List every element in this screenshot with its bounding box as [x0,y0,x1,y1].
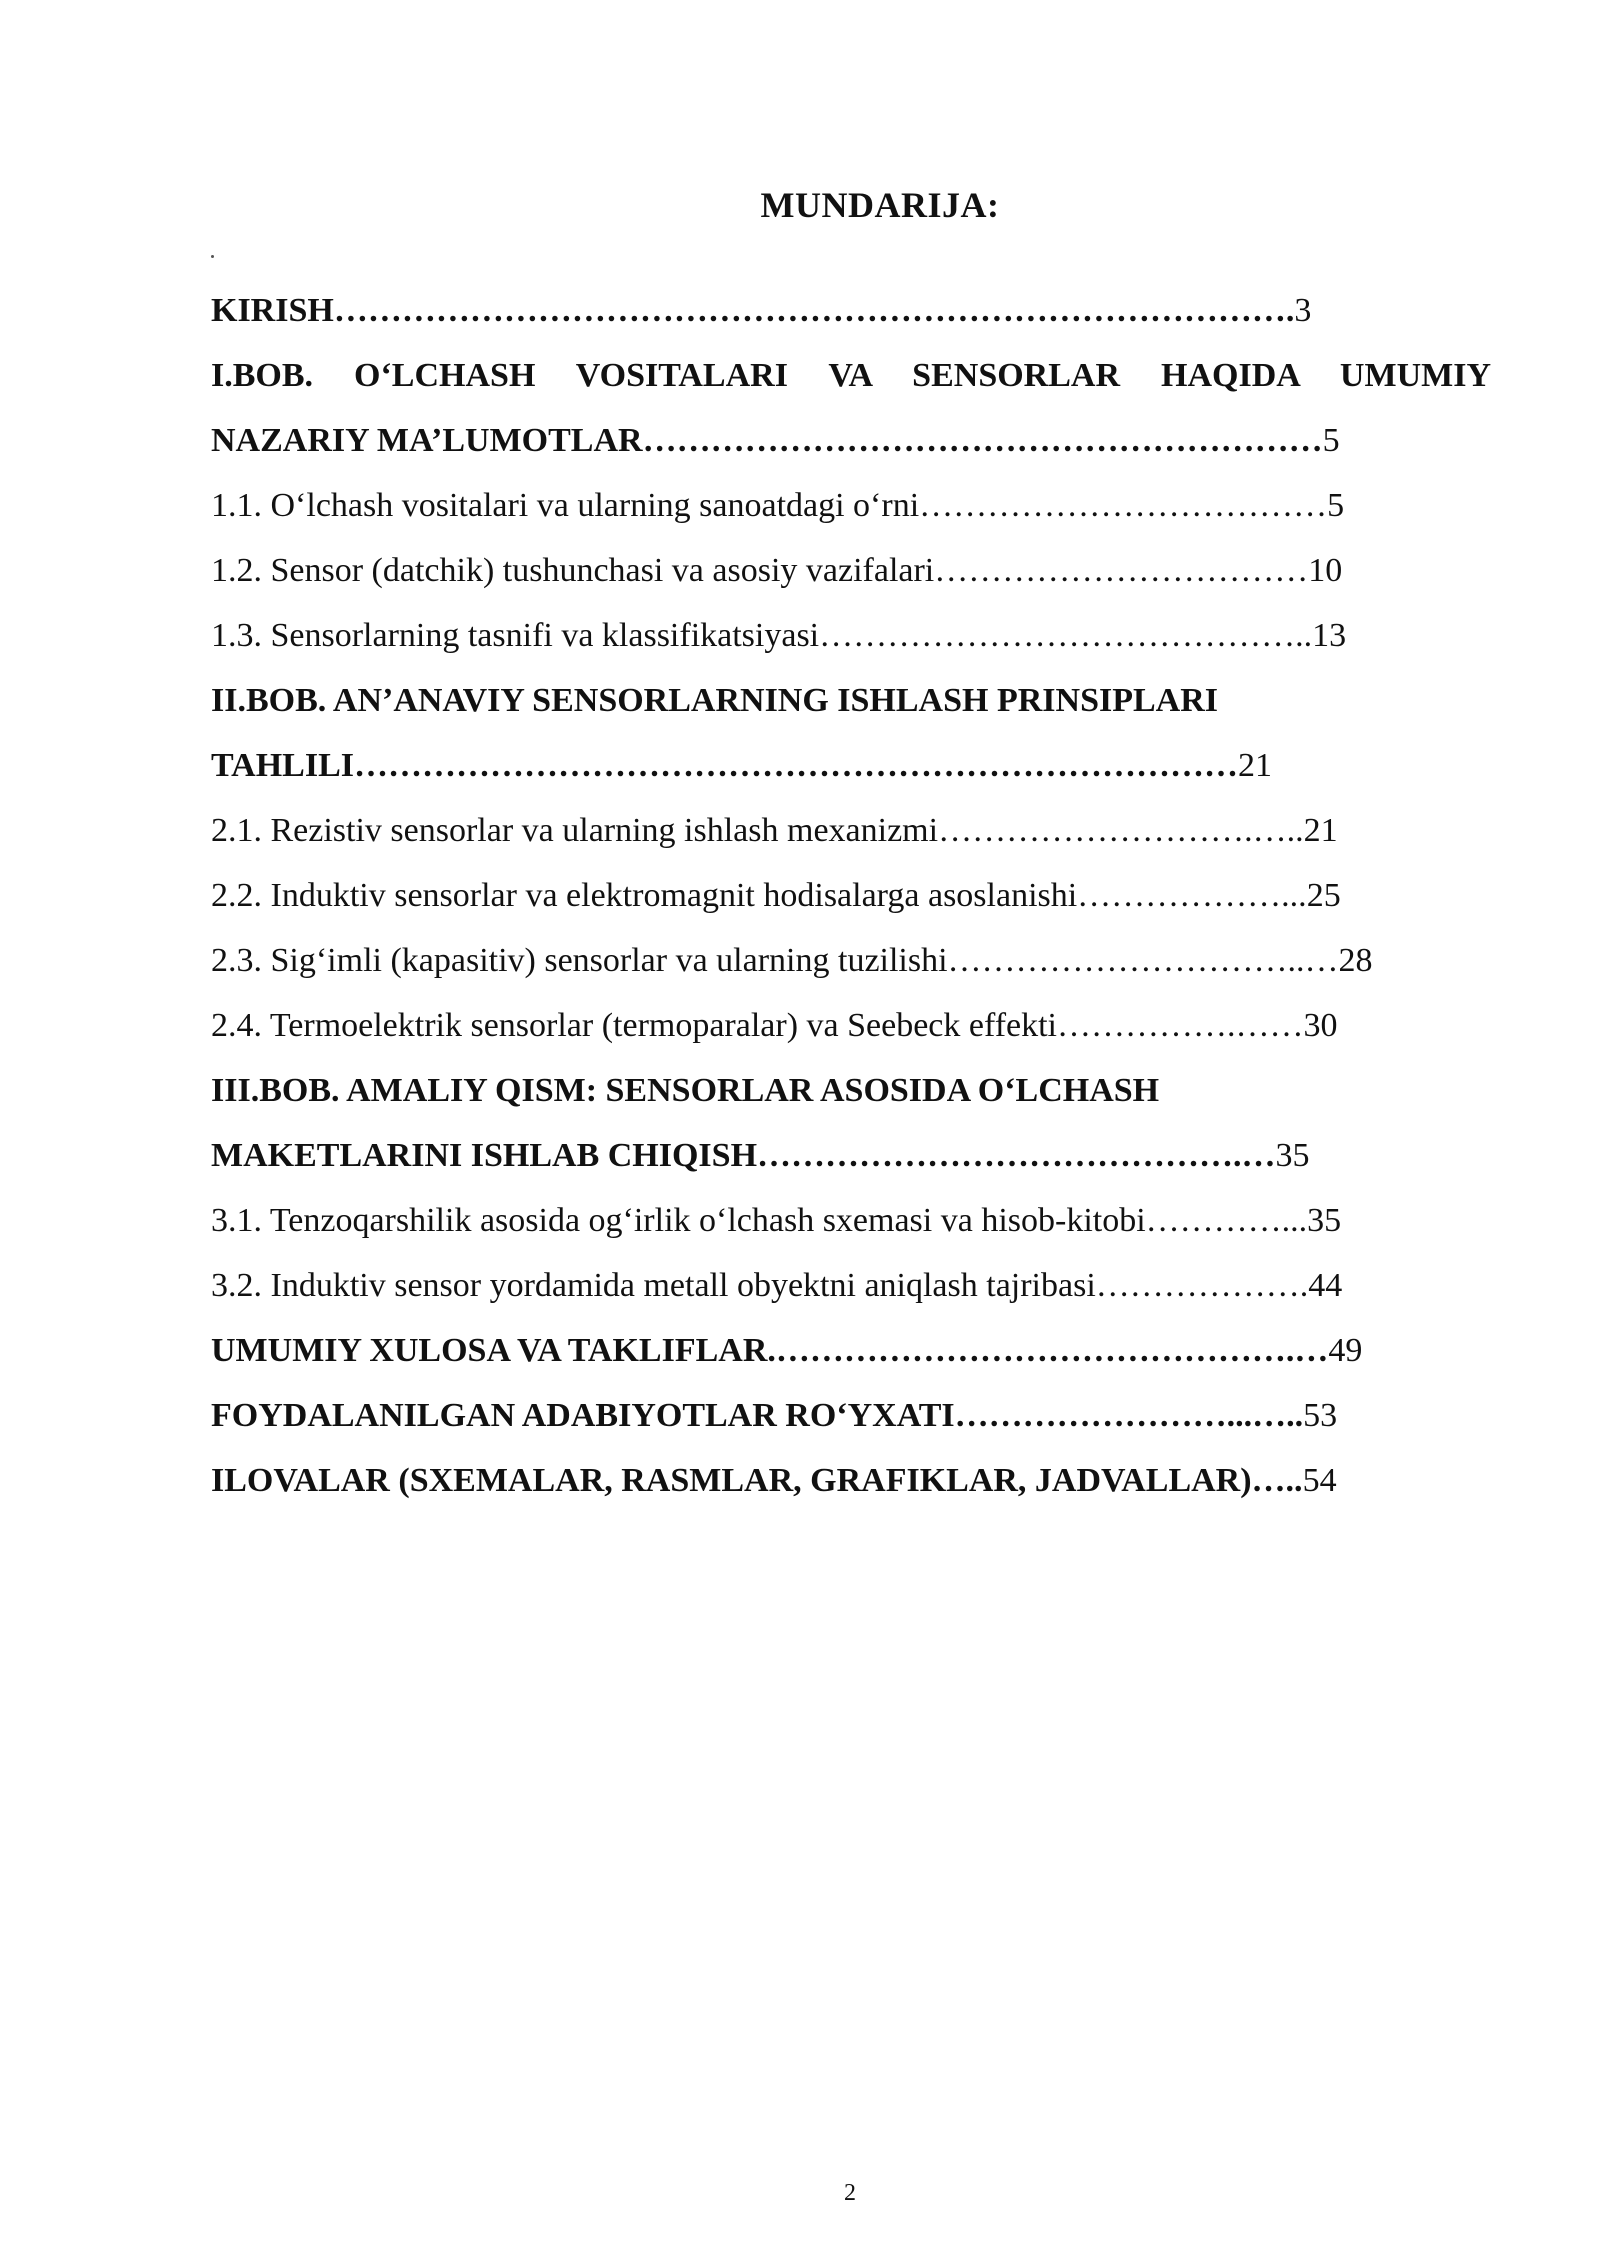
toc-entry-text: FOYDALANILGAN ADABIYOTLAR RO‘YXATI……………………...….. [211,1397,1304,1434]
toc-entry-page: 21 [1303,812,1338,849]
toc-entry-2-2 [211,863,1491,928]
page-title: MUNDARIJA: [760,185,1000,225]
toc-entry-text: UMUMIY XULOSA VA TAKLIFLAR.……………………………………….… [211,1332,1329,1369]
toc-entry-text: 1.1. O‘lchash vositalari va ularning sanoatdagi o‘rni……………………………… [211,487,1328,524]
toc-entry-text: KIRISH…………………………………………………………………………. [211,292,1295,329]
toc-entry-chapter-3-line-2 [211,1123,1491,1188]
toc-entry-chapter-2-line-1 [211,668,1491,733]
toc-entry-chapter-3-line-1 [211,1058,1491,1123]
toc-entry-3-1 [211,1188,1491,1253]
toc-entry-text: II.BOB. AN’ANAVIY SENSORLARNING ISHLASH PRINSIPLARI [211,682,1219,719]
toc-entry-page: 44 [1308,1267,1343,1304]
toc-entry-references [211,1383,1491,1448]
toc-entry-page: 13 [1312,617,1347,654]
toc-entry-page: 21 [1237,747,1272,784]
toc-entry-2-4 [211,993,1491,1058]
toc-entry-page: 5 [1322,422,1340,459]
toc-entry-1-2 [211,538,1491,603]
toc-entry-2-3 [211,928,1491,993]
toc-entry-text: 1.3. Sensorlarning tasnifi va klassifikatsiyasi…………………………………….. [211,617,1313,654]
toc-entry-text: 2.3. Sig‘imli (kapasitiv) sensorlar va ularning tuzilishi…………………………..… [211,942,1339,979]
toc-entry-text: 3.1. Tenzoqarshilik asosida og‘irlik o‘lchash sxemasi va hisob-kitobi…………... [211,1202,1308,1239]
toc-entry-3-2 [211,1253,1491,1318]
toc-entry-text: III.BOB. AMALIY QISM: SENSORLAR ASOSIDA O‘LCHASH [211,1072,1160,1109]
toc-entry-page: 10 [1308,552,1343,589]
toc-entry-text: 2.2. Induktiv sensorlar va elektromagnit hodisalarga asoslanishi………………... [211,877,1307,914]
toc-entry-chapter-1-line-1 [211,343,1491,408]
toc-entry-text: NAZARIY MA’LUMOTLAR…………………………………………………… [211,422,1323,459]
toc-entry-text: 2.1. Rezistiv sensorlar va ularning ishlash mexanizmi……………………….….. [211,812,1304,849]
toc-entry-1-3 [211,603,1491,668]
toc-entry-chapter-1-line-2 [211,408,1491,473]
toc-entry-text: 1.2. Sensor (datchik) tushunchasi va asosiy vazifalari…………………………… [211,552,1309,589]
toc-entry-2-1 [211,798,1491,863]
table-of-contents [211,278,1491,1513]
toc-entry-text: I.BOB. O‘LCHASH VOSITALARI VA SENSORLAR HAQIDA UMUMIY [211,357,1491,394]
toc-entry-page: 30 [1303,1007,1338,1044]
toc-entry-page: 35 [1275,1137,1310,1174]
toc-entry-1-1 [211,473,1491,538]
toc-entry-page: 3 [1294,292,1312,329]
toc-entry-page: 53 [1303,1397,1338,1434]
toc-entry-page: 25 [1306,877,1341,914]
toc-entry-text: 2.4. Termoelektrik sensorlar (termoparalar) va Seebeck effekti…………….…… [211,1007,1304,1044]
toc-entry-kirish [211,278,1491,343]
toc-entry-text: TAHLILI…………………………………………………………………… [211,747,1238,784]
toc-entry-text: ILOVALAR (SXEMALAR, RASMLAR, GRAFIKLAR, JADVALLAR)….. [211,1462,1303,1499]
toc-entry-chapter-2-line-2 [211,733,1491,798]
toc-entry-page: 5 [1327,487,1345,524]
toc-entry-page: 54 [1302,1462,1337,1499]
stray-dot [211,255,214,258]
toc-entry-page: 49 [1328,1332,1363,1369]
toc-entry-page: 28 [1338,942,1373,979]
toc-entry-text: 3.2. Induktiv sensor yordamida metall obyektni aniqlash tajribasi………………. [211,1267,1309,1304]
toc-entry-conclusion [211,1318,1491,1383]
toc-entry-text: MAKETLARINI ISHLAB CHIQISH…………………………………….… [211,1137,1276,1174]
toc-entry-appendices [211,1448,1491,1513]
toc-entry-page: 35 [1307,1202,1342,1239]
page-number: 2 [844,2180,856,2206]
